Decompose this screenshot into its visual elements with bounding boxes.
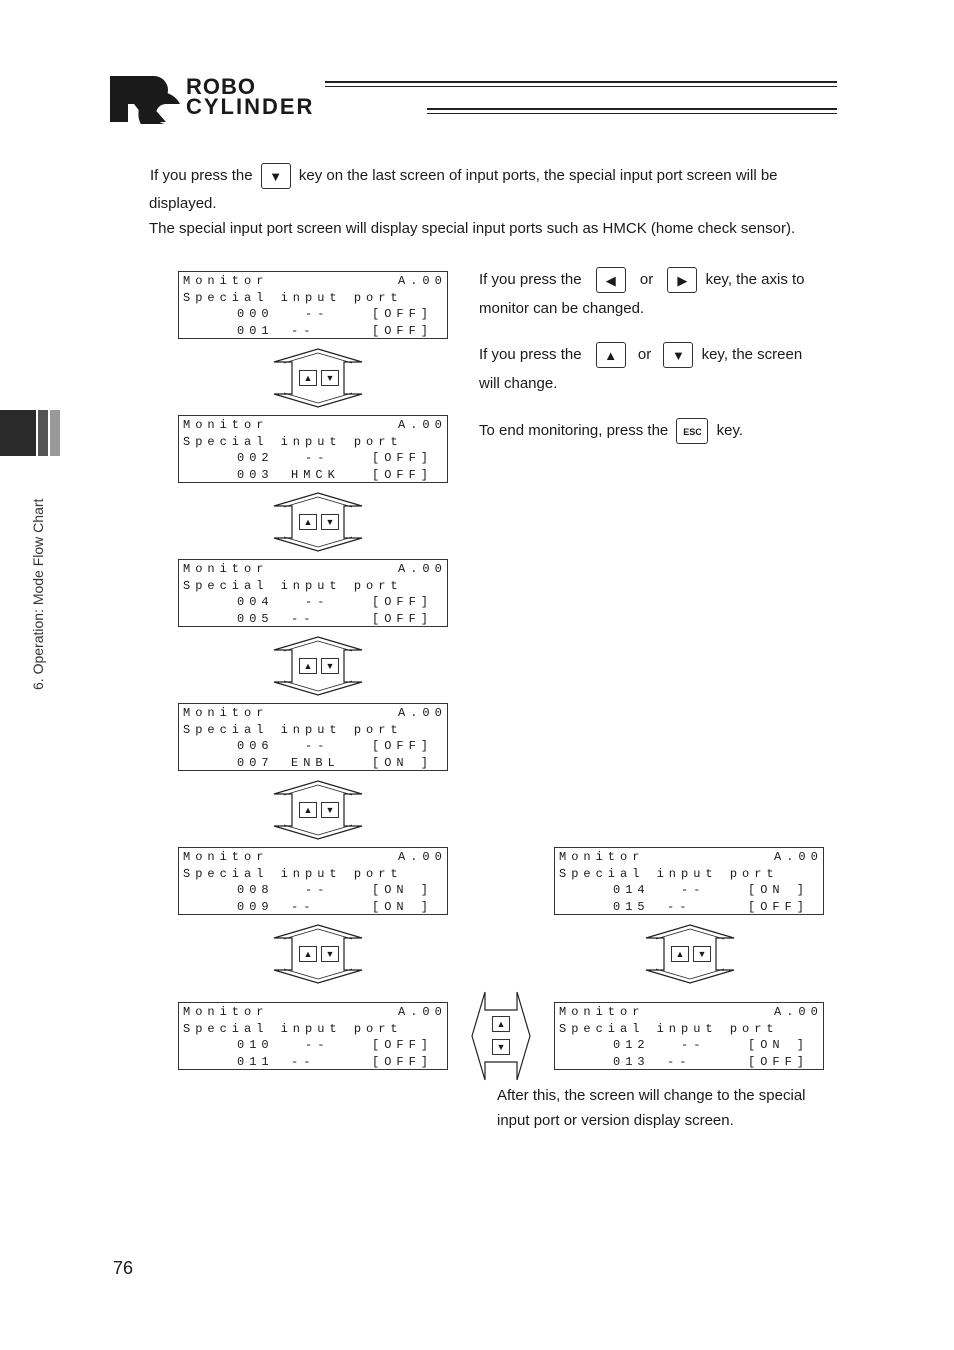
lcd-port-name: -- <box>291 900 316 914</box>
up-key-icon: ▲ <box>299 946 317 962</box>
lcd-axis: A.00 <box>398 274 447 288</box>
lcd-port-state: [OFF] <box>372 307 434 321</box>
lcd-port-name: HMCK <box>291 468 340 482</box>
down-key-icon: ▼ <box>663 342 693 368</box>
lcd-port-name: -- <box>291 324 316 338</box>
lcd-port-number: 001 <box>237 324 274 338</box>
lcd-axis: A.00 <box>398 850 447 864</box>
lcd-port-number: 003 <box>237 468 274 482</box>
lcd-title: Monitor <box>183 706 269 720</box>
lcd-title: Monitor <box>183 850 269 864</box>
note-axis-2: monitor can be changed. <box>479 300 645 317</box>
lcd-port-state: [ON ] <box>748 1038 810 1052</box>
up-down-arrow-icon <box>272 924 364 984</box>
down-key-icon: ▼ <box>321 802 339 818</box>
note-text: key, the screen <box>701 346 803 363</box>
lcd-port-name: -- <box>305 451 330 465</box>
intro-line-2: displayed. <box>149 195 217 212</box>
up-down-arrow-icon <box>272 780 364 840</box>
down-key-icon: ▼ <box>321 370 339 386</box>
lcd-subtitle: Special input port <box>183 723 403 737</box>
lcd-port-name: -- <box>305 1038 330 1052</box>
lcd-axis: A.00 <box>774 850 823 864</box>
lcd-port-state: [OFF] <box>372 595 434 609</box>
lcd-axis: A.00 <box>398 1005 447 1019</box>
note-text: or <box>639 271 654 288</box>
page-number: 76 <box>113 1258 134 1278</box>
left-right-arrow-icon <box>471 990 531 1082</box>
up-down-arrow-icon <box>272 492 364 552</box>
lcd-title: Monitor <box>559 1005 645 1019</box>
note-end <box>479 418 743 444</box>
up-key-icon: ▲ <box>299 514 317 530</box>
lcd-screen <box>178 415 448 483</box>
lcd-port-name: -- <box>681 1038 706 1052</box>
lcd-port-state: [ON ] <box>372 883 434 897</box>
down-key-icon: ▼ <box>693 946 711 962</box>
lcd-axis: A.00 <box>774 1005 823 1019</box>
lcd-subtitle: Special input port <box>559 1022 779 1036</box>
lcd-port-name: -- <box>291 612 316 626</box>
up-key-icon: ▲ <box>596 342 626 368</box>
header-rule <box>427 108 837 110</box>
lcd-screen <box>554 847 824 915</box>
note-screen-2: will change. <box>479 375 558 392</box>
note-after-1: After this, the screen will change to the special <box>497 1087 806 1104</box>
lcd-port-number: 004 <box>237 595 274 609</box>
note-screen <box>479 342 802 368</box>
lcd-port-number: 010 <box>237 1038 274 1052</box>
lcd-axis: A.00 <box>398 418 447 432</box>
chapter-label: 6. Operation: Mode Flow Chart <box>30 498 46 690</box>
lcd-port-name: -- <box>667 900 692 914</box>
lcd-port-name: -- <box>305 739 330 753</box>
intro-text: key on the last screen of input ports, the special input port screen will be <box>298 167 778 184</box>
lcd-port-name: -- <box>667 1055 692 1069</box>
lcd-port-state: [ON ] <box>372 900 434 914</box>
lcd-port-number: 011 <box>237 1055 274 1069</box>
header-rule <box>325 81 837 83</box>
lcd-title: Monitor <box>183 1005 269 1019</box>
intro-line-1 <box>150 163 778 189</box>
lcd-title: Monitor <box>183 562 269 576</box>
lcd-screen <box>178 847 448 915</box>
lcd-port-name: -- <box>305 883 330 897</box>
lcd-axis: A.00 <box>398 706 447 720</box>
lcd-port-number: 015 <box>613 900 650 914</box>
lcd-port-state: [OFF] <box>372 739 434 753</box>
up-key-icon: ▲ <box>671 946 689 962</box>
logo-text-cylinder: CYLINDER <box>186 94 315 119</box>
lcd-port-name: -- <box>681 883 706 897</box>
lcd-subtitle: Special input port <box>559 867 779 881</box>
lcd-port-state: [OFF] <box>748 1055 810 1069</box>
lcd-port-number: 000 <box>237 307 274 321</box>
left-key-icon: ◀ <box>596 267 626 293</box>
down-key-icon: ▼ <box>492 1039 510 1055</box>
down-key-icon: ▼ <box>321 658 339 674</box>
lcd-port-state: [OFF] <box>372 612 434 626</box>
lcd-screen <box>554 1002 824 1070</box>
lcd-title: Monitor <box>559 850 645 864</box>
note-text: If you press the <box>479 271 582 288</box>
lcd-port-number: 013 <box>613 1055 650 1069</box>
lcd-port-number: 014 <box>613 883 650 897</box>
lcd-subtitle: Special input port <box>183 867 403 881</box>
lcd-subtitle: Special input port <box>183 1022 403 1036</box>
lcd-port-state: [OFF] <box>372 468 434 482</box>
lcd-port-name: -- <box>305 307 330 321</box>
lcd-port-state: [OFF] <box>372 324 434 338</box>
lcd-screen <box>178 1002 448 1070</box>
note-after-2: input port or version display screen. <box>497 1112 734 1129</box>
lcd-port-number: 008 <box>237 883 274 897</box>
lcd-port-state: [ON ] <box>748 883 810 897</box>
lcd-port-number: 007 <box>237 756 274 770</box>
lcd-screen <box>178 559 448 627</box>
lcd-port-state: [OFF] <box>372 451 434 465</box>
note-text: key, the axis to <box>705 271 805 288</box>
lcd-screen <box>178 703 448 771</box>
down-key-icon: ▼ <box>321 514 339 530</box>
note-text: To end monitoring, press the <box>479 422 669 439</box>
lcd-port-number: 002 <box>237 451 274 465</box>
lcd-port-state: [OFF] <box>748 900 810 914</box>
up-key-icon: ▲ <box>299 802 317 818</box>
header-rule <box>427 113 837 114</box>
robo-cylinder-logo-mark <box>108 72 188 124</box>
lcd-screen <box>178 271 448 339</box>
note-axis <box>479 267 805 293</box>
lcd-port-number: 005 <box>237 612 274 626</box>
lcd-port-number: 006 <box>237 739 274 753</box>
up-down-arrow-icon <box>272 348 364 408</box>
right-key-icon: ▶ <box>667 267 697 293</box>
lcd-port-state: [OFF] <box>372 1038 434 1052</box>
note-text: or <box>637 346 652 363</box>
lcd-subtitle: Special input port <box>183 435 403 449</box>
esc-key-icon: ESC <box>676 418 708 444</box>
down-key-icon: ▼ <box>321 946 339 962</box>
header-rule <box>325 86 837 87</box>
lcd-port-name: -- <box>305 595 330 609</box>
chapter-tab <box>0 410 60 456</box>
logo-text-robo: ROBO <box>186 74 256 99</box>
lcd-axis: A.00 <box>398 562 447 576</box>
up-key-icon: ▲ <box>299 370 317 386</box>
lcd-port-name: -- <box>291 1055 316 1069</box>
note-text: key. <box>716 422 744 439</box>
intro-line-3: The special input port screen will display special input ports such as HMCK (home check sensor). <box>149 220 796 237</box>
lcd-port-state: [OFF] <box>372 1055 434 1069</box>
lcd-port-name: ENBL <box>291 756 340 770</box>
lcd-subtitle: Special input port <box>183 291 403 305</box>
lcd-subtitle: Special input port <box>183 579 403 593</box>
lcd-port-number: 012 <box>613 1038 650 1052</box>
note-text: If you press the <box>479 346 582 363</box>
lcd-title: Monitor <box>183 418 269 432</box>
up-down-arrow-icon <box>644 924 736 984</box>
lcd-title: Monitor <box>183 274 269 288</box>
intro-text: If you press the <box>150 167 253 184</box>
up-key-icon: ▲ <box>299 658 317 674</box>
up-down-arrow-icon <box>272 636 364 696</box>
up-key-icon: ▲ <box>492 1016 510 1032</box>
down-key-icon: ▼ <box>261 163 291 189</box>
lcd-port-state: [ON ] <box>372 756 434 770</box>
lcd-port-number: 009 <box>237 900 274 914</box>
